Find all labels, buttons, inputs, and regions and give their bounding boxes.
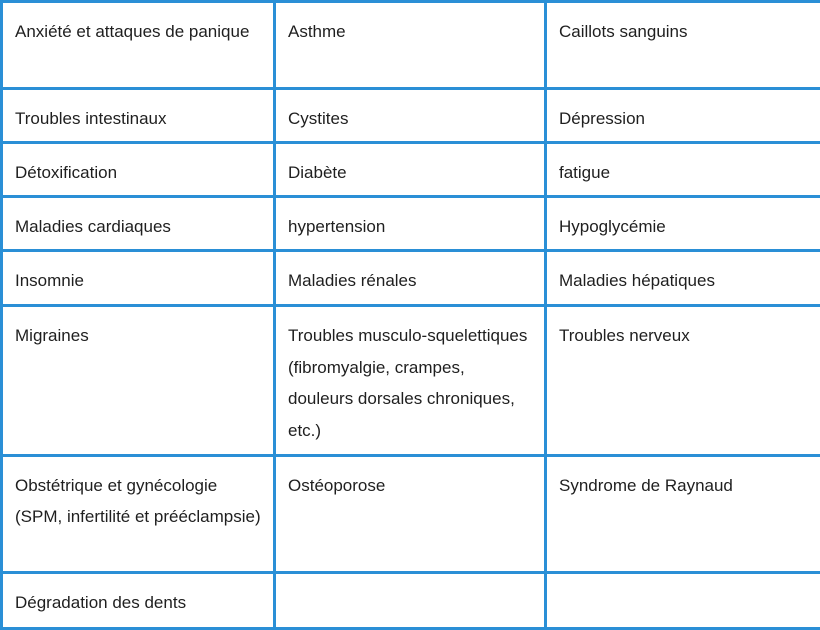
table-row — [2, 572, 820, 628]
table-cell: Maladies rénales — [275, 251, 546, 306]
table-cell: fatigue — [546, 143, 820, 197]
table-cell: Asthme — [275, 2, 546, 89]
table-cell: Troubles musculo-squelettiques (fibromyalgie, crampes, douleurs dorsales chroniques, etc.) — [275, 306, 546, 455]
table-row — [2, 2, 820, 89]
table-row — [2, 197, 820, 251]
table-cell: Cystites — [275, 89, 546, 143]
table-cell: Migraines — [2, 306, 275, 455]
table-row — [2, 143, 820, 197]
table-cell: Ostéoporose — [275, 455, 546, 572]
table-cell: Caillots sanguins — [546, 2, 820, 89]
table-cell: Hypoglycémie — [546, 197, 820, 251]
table-row — [2, 455, 820, 572]
table-cell: Anxiété et attaques de panique — [2, 2, 275, 89]
table-row — [2, 251, 820, 306]
table-cell: Syndrome de Raynaud — [546, 455, 820, 572]
table-cell: Maladies hépatiques — [546, 251, 820, 306]
table-cell: Maladies cardiaques — [2, 197, 275, 251]
table-cell: Troubles intestinaux — [2, 89, 275, 143]
table-cell: Diabète — [275, 143, 546, 197]
table-cell: Détoxification — [2, 143, 275, 197]
table-cell: hypertension — [275, 197, 546, 251]
table-cell — [275, 572, 546, 628]
table-row — [2, 306, 820, 455]
table-cell: Dépression — [546, 89, 820, 143]
table-cell: Insomnie — [2, 251, 275, 306]
table-row — [2, 89, 820, 143]
table-cell — [546, 572, 820, 628]
table-cell: Dégradation des dents — [2, 572, 275, 628]
table-cell: Obstétrique et gynécologie (SPM, infertilité et prééclampsie) — [2, 455, 275, 572]
table-cell: Troubles nerveux — [546, 306, 820, 455]
